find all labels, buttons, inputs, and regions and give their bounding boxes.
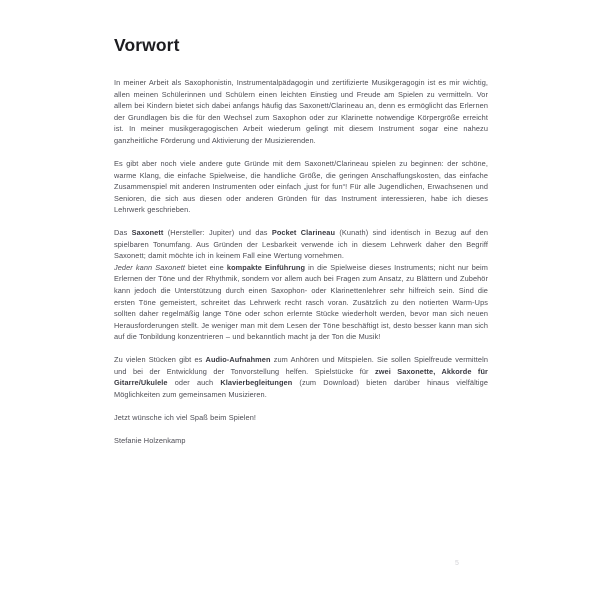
- paragraph-reasons: Es gibt aber noch viele andere gute Gründe mit dem Saxonett/Clarineau spielen zu beginnen: der schöne, warme Klang, die einfache Spielweise, die handliche Größe, die geringen Anschaffungskosten, das einfache Zusammenspiel mit anderen Instrumenten oder einfach „just for fun“! Für alle Jugendlichen, Erwachsenen und Senioren, die sich aus diesen oder anderen Gründen für das Instrument interessieren, habe ich dieses Lehrwerk geschrieben.: [114, 159, 488, 215]
- term-klavierbegleitungen: Klavierbegleitungen: [220, 378, 293, 388]
- text-run: bietet eine: [184, 262, 227, 272]
- paragraph-method-description: [114, 262, 488, 343]
- book-title-italic: Jeder kann Saxonett: [114, 262, 185, 272]
- text-run: zum Anhören und Mitspielen. Sie sollen Spielfreude vermitteln und bei der Entwicklung der Tonvorstellung helfen. Spielstücke für: [114, 355, 488, 376]
- paragraph-audio-materials: [114, 354, 488, 400]
- text-run: Zu vielen Stücken gibt es: [114, 355, 206, 365]
- term-saxonett: Saxonett: [131, 228, 164, 238]
- text-run: (zum Download) bieten darüber hinaus vielfältige Möglichkeiten zum gemeinsamen Musizieren.: [114, 378, 488, 399]
- text-run: (Hersteller: Jupiter) und das: [163, 228, 272, 238]
- term-zwei-saxonette-akkorde: zwei Saxonette, Akkorde für Gitarre/Ukulele: [114, 366, 488, 388]
- paragraph-closing-wish: Jetzt wünsche ich viel Spaß beim Spielen!: [114, 412, 257, 422]
- author-signature: Stefanie Holzenkamp: [114, 435, 186, 445]
- term-audio-aufnahmen: Audio-Aufnahmen: [205, 355, 271, 365]
- text-run: in die Spielweise dieses Instruments; nicht nur beim Erlernen der Töne und der Rhythmik, sondern vor allem auch bei Fragen zum Ansatz, zu Blättern und Zubehör kann jedoch die Unterstützung durch einen Saxophon- oder Klarinettenlehrer sehr hilfreich sein. Sind die ersten Töne gemeistert, schreitet das Lehrwerk recht rasch voran. Zusätzlich zu den notierten Warm-Ups sollten daher regelmäßig lange Töne oder schon erlernte Stücke wiederholt werden, bevor man sich neuen Herausforderungen stellt. Je weniger man mit dem Lesen der Töne beschäftigt ist, desto besser kann man sich auf die Tonbildung konzentrieren – und bekanntlich macht ja der Ton die Musik!: [114, 262, 488, 342]
- page-content: [114, 36, 488, 447]
- page-number: 5: [455, 560, 460, 567]
- text-run: oder auch: [167, 378, 221, 388]
- term-pocket-clarineau: Pocket Clarineau: [271, 228, 336, 238]
- paragraph-intro: In meiner Arbeit als Saxophonistin, Instrumentalpädagogin und zertifizierte Musikgeragogin ist es mir wichtig, allen meinen Schülerinnen und Schülern einen leichten Einstieg und Freude am Spielen zu vermitteln. Vor allem bei Kindern bietet sich dabei anfangs häufig das Saxonett/Clarineau an, denn es ermöglicht das Erlernen der Grundlagen bis die für den Wechsel zum Saxophon oder zur Klarinette notwendige Körpergröße erreicht ist. In meiner musikgeragogischen Arbeit wiederum gelingt mit diesem Instrument sogar eine nahezu ganzheitliche Förderung und Aktivierung der Musizierenden.: [114, 78, 488, 145]
- paragraph-instrument-naming: [114, 227, 488, 262]
- text-run: Das: [114, 228, 132, 238]
- text-run: (Kunath) sind identisch in Bezug auf den spielbaren Tonumfang. Aus Gründen der Lesbarkeit verwende ich in diesem Lehrwerk daher den Begriff Saxonett; damit möchte ich in keinem Fall eine Wertung vornehmen.: [114, 228, 488, 261]
- page-title: Vorwort: [114, 35, 180, 55]
- term-kompakte-einfuehrung: kompakte Einführung: [226, 262, 306, 272]
